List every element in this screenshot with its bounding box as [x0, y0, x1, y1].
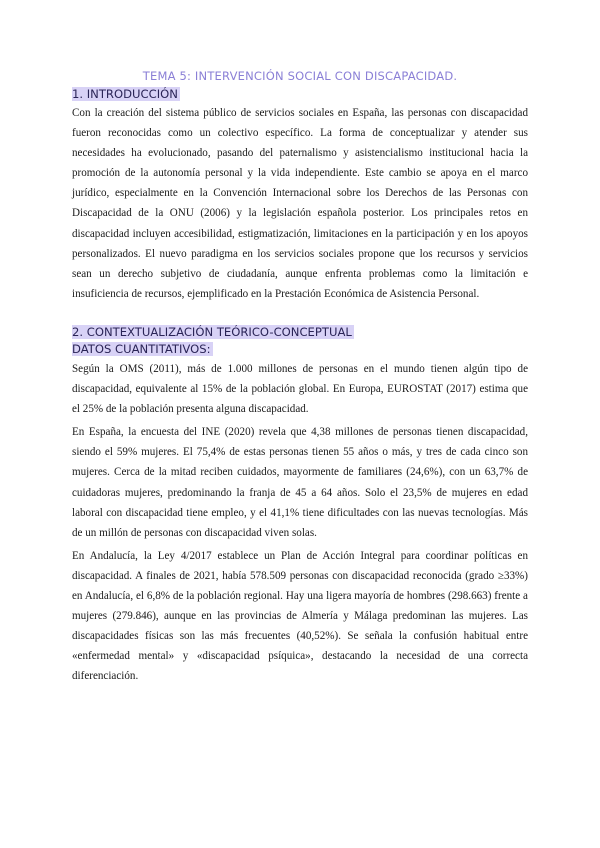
paragraph-andalucia: En Andalucía, la Ley 4/2017 establece un Plan de Acción Integral para coordinar políticas en discapacidad. A finales de 2021, había 578.509 personas con discapacidad reconocida (grado ≥33%) en Andalucía, el 6,8% de la población regional. Hay una ligera mayoría de hombres (298.663) frente a mujeres (279.846), aunque en las provincias de Almería y Málaga predominan las mujeres. Las discapacidades físicas son las más frecuentes (40,52%). Se señala la confusión habitual entre «enfermedad mental» y «discapacidad psíquica», destacando la necesidad de una correcta diferenciación.: [72, 549, 528, 683]
subheading-datos-cuantitativos: [72, 341, 528, 358]
paragraph-introduccion: Con la creación del sistema público de servicios sociales en España, las personas con discapacidad fueron reconocidas como un colectivo específico. La forma de conceptualizar y atender sus necesidades ha evolucionado, pasando del paternalismo y asistencialismo institucional hacia la promoción de la autonomía personal y la vida independiente. Este cambio se apoya en el marco jurídico, especialmente en la Convención Internacional sobre los Derechos de las Personas con Discapacidad de la ONU (2006) y la legislación española posterior. Los principales retos en discapacidad incluyen accesibilidad, estigmatización, limitaciones en la participación y en los apoyos personalizados. El nuevo paradigma en los servicios sociales propone que los recursos y servicios sean un derecho subjetivo de ciudadanía, aunque enfrenta problemas como la limitación e insuficiencia de recursos, ejemplificado en la Prestación Económica de Asistencia Personal.: [72, 107, 528, 300]
subheading-text: DATOS CUANTITATIVOS:: [72, 341, 211, 356]
section-heading-introduccion: [72, 86, 528, 103]
spacer: [72, 304, 528, 324]
section-heading-text: 1. INTRODUCCIÓN: [72, 87, 178, 101]
section-heading-text: 2. CONTEXTUALIZACIÓN TEÓRICO-CONCEPTUAL: [72, 324, 352, 339]
section-heading-contextualizacion: [72, 324, 528, 341]
document-title: TEMA 5: INTERVENCIÓN SOCIAL CON DISCAPACIDAD.: [142, 69, 458, 83]
paragraph-mundial: Según la OMS (2011), más de 1.000 millones de personas en el mundo tienen algún tipo de discapacidad, equivalente al 15% de la población global. En Europa, EUROSTAT (2017) estima que el 25% de la población presenta alguna discapacidad.: [72, 362, 528, 416]
paragraph-espana: En España, la encuesta del INE (2020) revela que 4,38 millones de personas tienen discapacidad, siendo el 59% mujeres. El 75,4% de estas personas tienen 55 años o más, y tres de cada cinco son mujeres. Cerca de la mitad reciben cuidados, mayormente de familiares (24,6%), con un 63,7% de cuidadoras mujeres, predominando la franja de 45 a 64 años. Solo el 23,5% de mujeres en edad laboral con discapacidad tiene empleo, y el 41,1% tiene dificultades con las nuevas tecnologías. Más de un millón de personas con discapacidad viven solas.: [72, 426, 528, 539]
